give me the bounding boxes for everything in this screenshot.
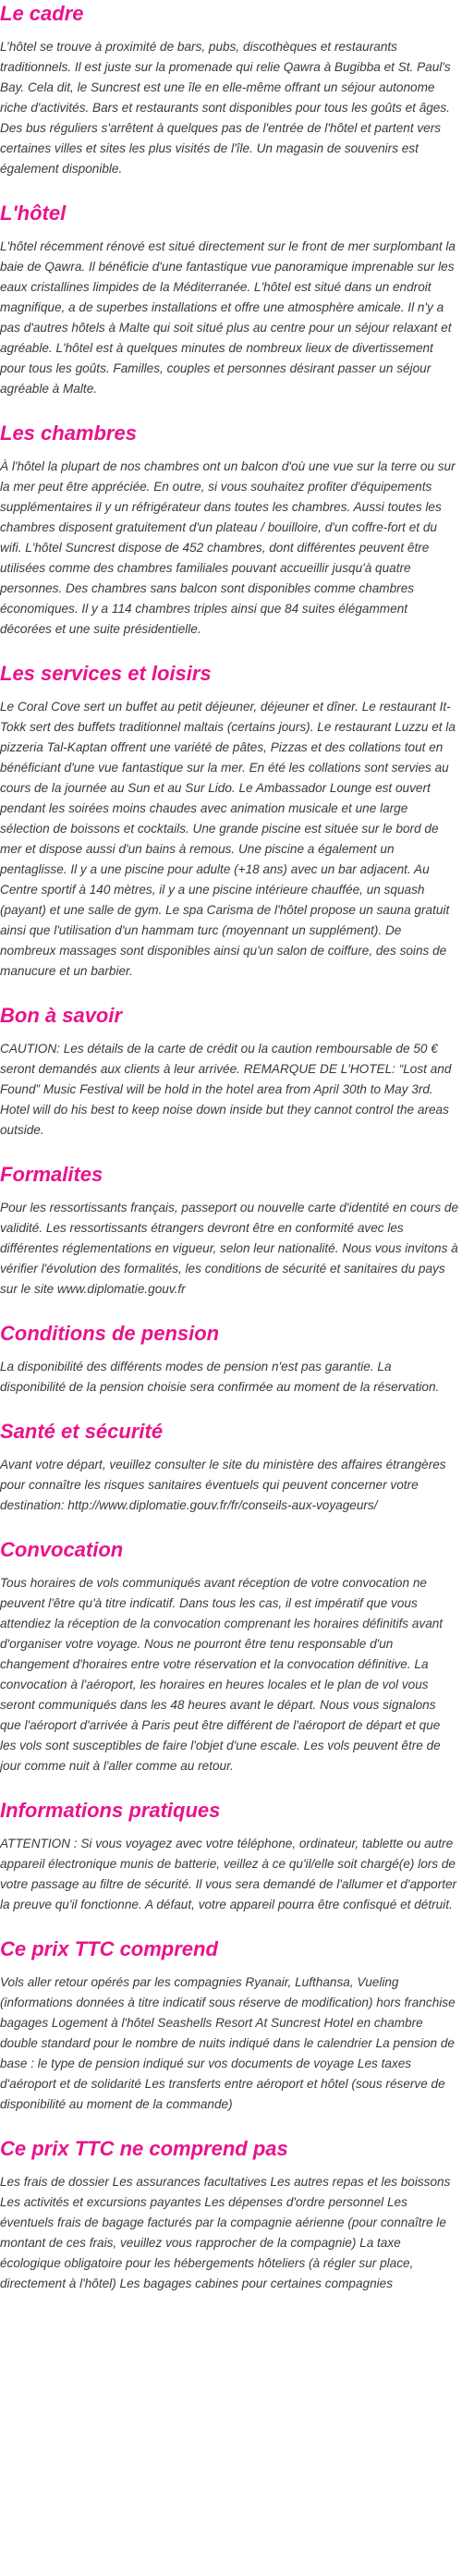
section-body: À l'hôtel la plupart de nos chambres ont un balcon d'où une vue sur la terre ou sur la mer peut être appréciée. En outre, si vous souhaitez profiter d'équipements supplémentaires il y un réfrigérateur dans toutes les chambres. Aussi toutes les chambres disposent gratuitement d'un plateau / bouilloire, d'un coffre-fort et du wifi. L'hôtel Suncrest dispose de 452 chambres, dont différentes peuvent être utilisées comme des chambres familiales pouvant accueillir jusqu'à quatre personnes. Des chambres sans balcon sont disponibles comme chambres économiques. Il y a 114 chambres triples ainsi que 84 suites élégamment décorées et une suite présidentielle. (0, 459, 456, 636)
section-informations-pratiques (0, 1776, 458, 1915)
section-formalites (0, 1141, 458, 1300)
section-bon-a-savoir (0, 982, 458, 1141)
section-body: Le Coral Cove sert un buffet au petit déjeuner, déjeuner et dîner. Le restaurant It-Tokk sert des buffets traditionnel maltais (certains jours). Le restaurant Luzzu et la pizzeria Tal-Kaptan offrent une variété de pâtes, Pizzas et des collations tout en bénéficiant d'une vue fantastique sur la mer. En été les collations sont servies au cours de la journée au Sun et au Sur Lido. Le Ambassador Lounge est ouvert pendant les soirées moins chaudes avec animation musicale et une large sélection de boissons et cocktails. Une grande piscine est située sur le bord de mer et dispose aussi d'un bains à remous. Une piscine a également un pentaglisse. Il y a une piscine pour adulte (+18 ans) avec un bar adjacent. Au Centre sportif à 140 mètres, il y a une piscine intérieure chauffée, un squash (payant) et une salle de gym. Le spa Carisma de l'hôtel propose un sauna gratuit ainsi que l'utilisation d'un hammam turc (moyennant un supplément). De nombreux massages sont disponibles ainsi qu'un salon de coiffure, des soins de manucure et un barbier. (0, 700, 456, 978)
section-conditions-pension (0, 1300, 458, 1398)
section-body: L’hôtel se trouve à proximité de bars, pubs, discothèques et restaurants traditionnels. Il est juste sur la promenade qui relie Qawra à Bugibba et St. Paul's Bay. Cela dit, le Suncrest est une île en elle-même offrant un séjour autonome riche d'activités. Bars et restaurants sont disponibles pour tous les goûts et âges. Des bus réguliers s'arrêtent à quelques pas de l'entrée de l'hôtel et partent vers certaines villes et sites les plus visités de l'île. Un magasin de souvenirs est également disponible. (0, 40, 451, 176)
section-body: La disponibilité des différents modes de pension n'est pas garantie. La disponibilité de la pension choisie sera confirmée au moment de la réservation. (0, 1360, 440, 1394)
section-body: Pour les ressortissants français, passeport ou nouvelle carte d'identité en cours de validité. Les ressortissants étrangers devront être en conformité avec les différentes réglementations en vigueur, selon leur nationalité. Nous vous invitons à vérifier l'évolution des formalités, les conditions de sécurité et sanitaires du pays sur le site www.diplomatie.gouv.fr (0, 1201, 459, 1296)
section-prix-comprend (0, 1915, 458, 2115)
section-title: Santé et sécurité (0, 1420, 164, 1443)
section-title: Ce prix TTC comprend (0, 1937, 218, 1960)
section-prix-ne-comprend-pas (0, 2115, 458, 2294)
section-title: Les chambres (0, 421, 137, 445)
section-body: Vols aller retour opérés par les compagnies Ryanair, Lufthansa, Vueling (informations données à titre indicatif sous réserve de modification) hors franchise bagages Logement à l'hôtel Seashells Resort At Suncrest Hotel en chambre double standard pour le nombre de nuits indiqué dans le calendrier La pension de base : le type de pension indiqué sur vos documents de voyage Les taxes d'aéroport et de solidarité Les transferts entre aéroport et hôtel (sous réserve de disponibilité au moment de la commande) (0, 1975, 456, 2111)
section-l-hotel (0, 179, 458, 399)
section-title: Bon à savoir (0, 1004, 123, 1027)
section-body: CAUTION: Les détails de la carte de crédit ou la caution remboursable de 50 € seront demandés aux clients à leur arrivée. REMARQUE DE L'HOTEL: “Lost and Found” Music Festival will be hold in the hotel area from April 30th to May 3rd. Hotel will do his best to keep noise down inside but they cannot control the areas outside. (0, 1042, 452, 1137)
section-convocation (0, 1516, 458, 1776)
section-sante-securite (0, 1398, 458, 1516)
section-body: ATTENTION : Si vous voyagez avec votre téléphone, ordinateur, tablette ou autre appareil électronique munis de batterie, veillez à ce qu'il/elle soit chargé(e) lors de votre passage au filtre de sécurité. Il vous sera demandé de l'allumer et d'apporter la preuve qu'il fonctionne. A défaut, votre appareil pourra être confisqué et détruit. (0, 1837, 457, 1911)
section-le-cadre (0, 0, 458, 179)
section-title: Informations pratiques (0, 1799, 221, 1822)
section-services-loisirs (0, 640, 458, 982)
section-body: L'hôtel récemment rénové est situé directement sur le front de mer surplombant la baie de Qawra. Il bénéficie d'une fantastique vue panoramique imprenable sur les eaux cristallines limpides de la Méditerranée. L'hôtel est situé dans un endroit magnifique, a de superbes installations et offre une atmosphère amicale. Il n'y a pas d'autres hôtels à Malte qui soit situé plus au centre pour un séjour relaxant et agréable. L'hôtel est à quelques minutes de nombreux lieux de divertissement pour tous les goûts. Familles, couples et personnes désirant passer un séjour agréable à Malte. (0, 239, 456, 396)
section-title: Conditions de pension (0, 1322, 220, 1345)
section-body: Les frais de dossier Les assurances facultatives Les autres repas et les boissons Les activités et excursions payantes Les dépenses d'ordre personnel Les éventuels frais de bagage facturés par la compagnie aérienne (pour connaître le montant de ces frais, veuillez vous rapprocher de la compagnie) La taxe écologique obligatoire pour les hébergements hôteliers (à régler sur place, directement à l'hôtel) Les bagages cabines pour certaines compagnies (0, 2175, 451, 2290)
section-title: Les services et loisirs (0, 662, 212, 685)
section-title: Ce prix TTC ne comprend pas (0, 2137, 288, 2160)
section-title: L'hôtel (0, 201, 67, 225)
section-title: Formalites (0, 1163, 103, 1186)
section-body: Avant votre départ, veuillez consulter le site du ministère des affaires étrangères pour connaître les risques sanitaires éventuels qui peuvent concerner votre destination: http://www.diplomatie.gouv.fr/fr/conseils-aux-voyageurs/ (0, 1458, 446, 1512)
section-les-chambres (0, 399, 458, 640)
section-body: Tous horaires de vols communiqués avant réception de votre convocation ne peuvent l'être qu'à titre indicatif. Dans tous les cas, il est impératif que vous attendiez la réception de la convocation comprenant les horaires définitifs avant d'organiser votre voyage. Nous ne pourront être tenu responsable d'un changement d'horaires entre votre réservation et la convocation définitive. La convocation à l'aéroport, les horaires en heures locales et le plan de vol vous seront communiqués dans les 48 heures avant le départ. Nous vous signalons que l'aéroport d'arrivée à Paris peut être différent de l'aéroport de départ et que les vols sont susceptibles de faire l'objet d'une escale. Les vols peuvent être de jour comme nuit à l'aller comme au retour. (0, 1576, 444, 1773)
section-title: Le cadre (0, 2, 84, 25)
section-title: Convocation (0, 1538, 124, 1561)
